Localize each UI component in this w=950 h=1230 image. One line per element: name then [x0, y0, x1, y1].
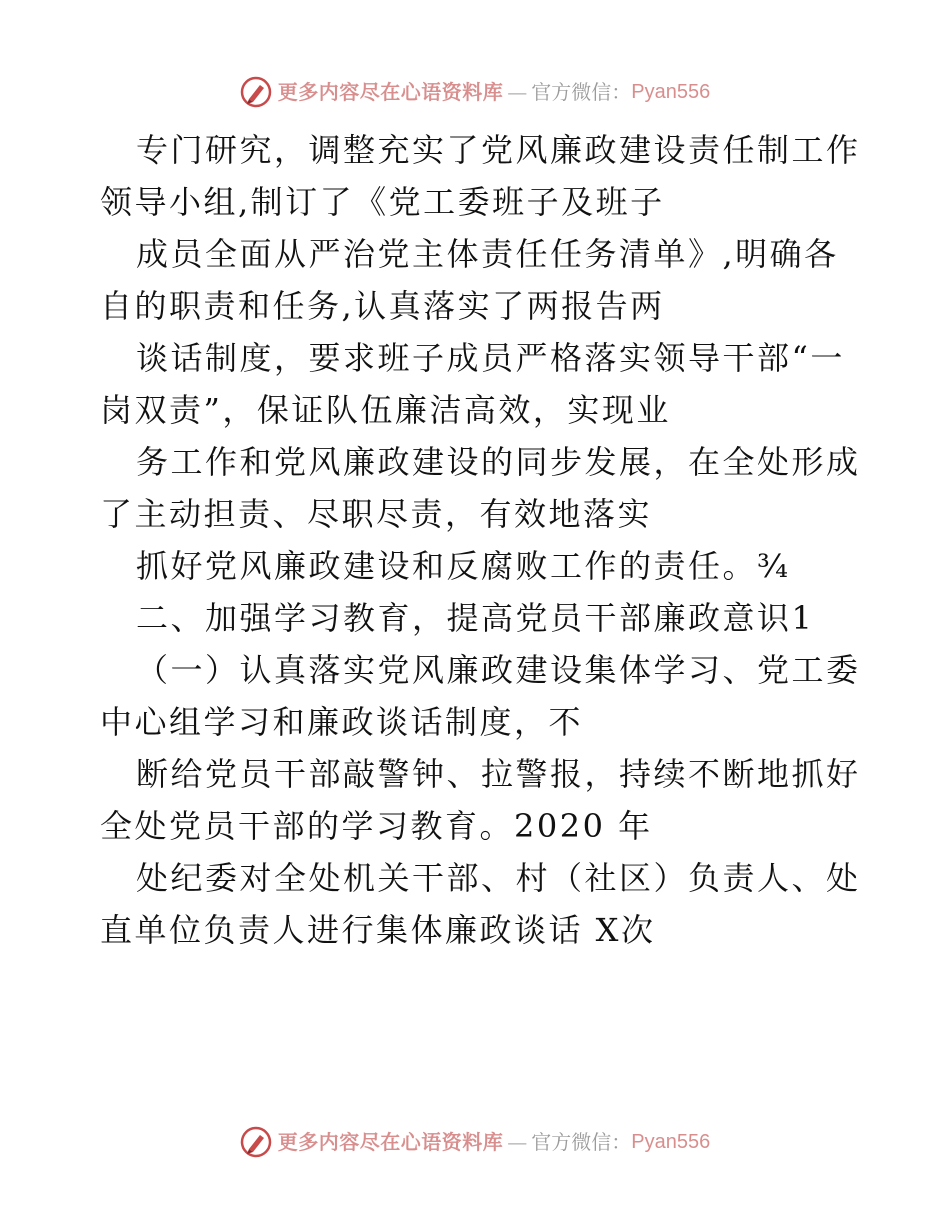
watermark-text: 更多内容尽在心语资料库 — [277, 1130, 504, 1154]
body-line-12: 中心组学习和廉政谈话制度，不 — [100, 703, 584, 741]
body-line-6: 岗双责”，保证队伍廉洁高效，实现业 — [100, 391, 671, 429]
body-line-7: 务工作和党风廉政建设的同步发展，在全处形成 — [136, 443, 861, 481]
watermark-official-label: 官方微信： — [531, 1130, 632, 1154]
body-line-2: 领导小组,制订了《党工委班子及班子 — [100, 183, 665, 221]
footer-watermark — [0, 1126, 950, 1158]
body-line-4: 自的职责和任务,认真落实了两报告两 — [100, 287, 665, 325]
body-line-13: 断给党员干部敲警钟、拉警报，持续不断地抓好 — [136, 755, 861, 793]
body-line-1: 专门研究，调整充实了党风廉政建设责任制工作 — [136, 131, 861, 169]
watermark-separator: — — [507, 1130, 528, 1154]
watermark-wechat-id: Pyan556 — [631, 81, 711, 103]
watermark-wechat-id: Pyan556 — [631, 1131, 711, 1153]
body-line-3: 成员全面从严治党主体责任任务清单》,明确各 — [136, 235, 839, 273]
body-line-8: 了主动担责、尽职尽责，有效地落实 — [100, 495, 653, 533]
pen-logo-icon — [240, 1126, 272, 1158]
section-heading: 二、加强学习教育，提高党员干部廉政意识1 — [136, 599, 815, 637]
body-line-11: （一）认真落实党风廉政建设集体学习、党工委 — [136, 651, 861, 689]
header-watermark — [0, 76, 950, 108]
body-line-14: 全处党员干部的学习教育。2020 年 — [100, 807, 653, 845]
watermark-text: 更多内容尽在心语资料库 — [277, 80, 504, 104]
watermark-separator: — — [507, 80, 528, 104]
body-line-16: 直单位负责人进行集体廉政谈话 X次 — [100, 911, 656, 949]
body-line-5: 谈话制度，要求班子成员严格落实领导干部“一 — [136, 339, 845, 377]
document-body — [100, 124, 870, 956]
pen-logo-icon — [240, 76, 272, 108]
body-line-15: 处纪委对全处机关干部、村（社区）负责人、处 — [136, 859, 861, 897]
watermark-official-label: 官方微信： — [531, 80, 632, 104]
body-line-9: 抓好党风廉政建设和反腐败工作的责任。¾ — [136, 547, 791, 585]
